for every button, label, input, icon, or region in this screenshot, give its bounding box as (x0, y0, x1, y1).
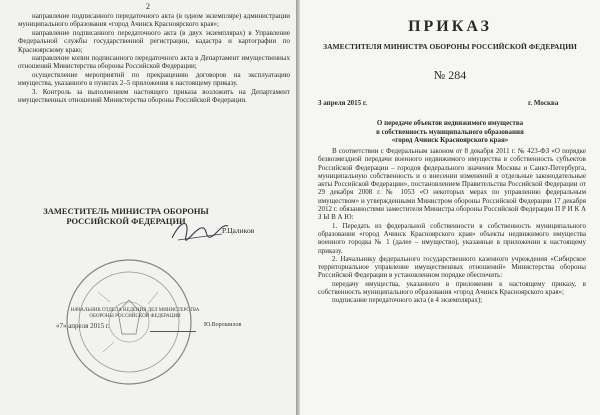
left-body-text (18, 12, 290, 104)
paragraph: направление подписанного передаточного акта (в одном экземпляре) администрации муниципального образования «город Ачинск Красноярского края»; (18, 12, 290, 29)
paragraph: 2. Начальнику федерального государственного казенного учреждения «Сибирское территориальное управление имущественных отношений» Министерства обороны Российской Федерации в установленном порядке обеспечить: (318, 254, 586, 280)
copy-date-month-year: апреля 2015 г. (68, 322, 110, 330)
paragraph: В соответствии с Федеральным законом от 8 декабря 2011 г. № 423-ФЗ «О порядке безвозмездной передачи военного недвижимого имущества в собственность субъектов Российской Федерации – городов федерального значения Москвы и Санкт-Петербурга, муниципальную собственность и о внесении изменений в отдельные законодательные акты Российской Федерации», постановлением Правительства Российской Федерации от 29 декабря 2008 г. № 1053 «О некоторых мерах по управлению федеральным имуществом» и утвержденными Министром обороны Российской Федерации 17 декабря 2012 г. обязанностями заместителя Министра обороны Российской Федерации П Р И К А З Ы В А Ю: (318, 147, 586, 222)
right-document-page (300, 0, 600, 415)
order-body-text (318, 147, 586, 305)
order-city: г. Москва (528, 99, 559, 107)
order-number: № 284 (433, 68, 467, 82)
subject-line: в собственность муниципального образования (376, 127, 524, 136)
left-document-page (0, 0, 296, 415)
signatory-name: Р.Цаликов (222, 226, 255, 235)
paragraph: 1. Передать из федеральной собственности в собственность муниципального образования «город Ачинск Красноярского края» объекты недвижимого имущества военного городка № 1 (далее – имущество), указанные в приложении к настоящему приказу. (318, 221, 586, 255)
order-subject (300, 119, 600, 145)
copy-date (56, 322, 110, 330)
page-number: 2 (146, 2, 150, 11)
paragraph: направление подписанного передаточного акта (в двух экземплярах) в Управление Федеральной службы государственной регистрации, кадастра и картографии по Красноярскому краю; (18, 28, 290, 54)
paragraph: направление копии подписанного передаточного акта в Департамент имущественных отношений Министерства обороны Российской Федерации; (18, 54, 290, 71)
paragraph: 3. Контроль за выполнением настоящего приказа возложить на Департамент имущественных отношений Министерства обороны Российской Федерации. (18, 87, 290, 105)
copy-stamp-name: Ю.Ворошилов (204, 322, 242, 328)
order-title: ПРИКАЗ (408, 18, 492, 35)
order-issuer: ЗАМЕСТИТЕЛЯ МИНИСТРА ОБОРОНЫ РОССИЙСКОЙ ФЕДЕРАЦИИ (323, 42, 577, 51)
order-date: 3 апреля 2015 г. (318, 99, 368, 107)
signature-title: ЗАМЕСТИТЕЛЬ МИНИСТРА ОБОРОНЫ РОССИЙСКОЙ ФЕДЕРАЦИИ (43, 206, 209, 226)
paragraph: передачу имущества, указанного в приложении к настоящему приказу, в собственность муниципального образования «город Ачинск Красноярского края»; (318, 279, 586, 297)
stamp-signature-line (150, 331, 196, 332)
subject-line: О передаче объектов недвижимого имущества (376, 119, 524, 127)
copy-stamp-text: НАЧАЛЬНИК ОТДЕЛА ВЕДЕНИЯ ДЕЛ МИНИСТЕРСТВА ОБОРОНЫ РОССИЙСКОЙ ФЕДЕРАЦИИ (70, 308, 200, 319)
subject-line: «город Ачинск Красноярского края» (391, 136, 509, 145)
paragraph: подписание передаточного акта (в 4 экземплярах); (332, 296, 483, 305)
paragraph: осуществление мероприятий по прекращению договоров на эксплуатацию имущества, указанного в пунктах 2–5 приложения к настоящему приказу. (18, 70, 290, 88)
copy-date-day: «7» (56, 322, 67, 330)
